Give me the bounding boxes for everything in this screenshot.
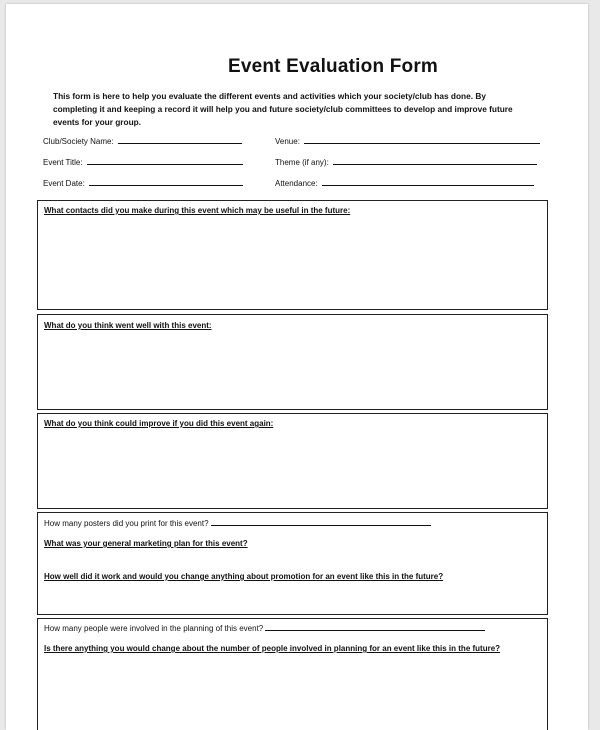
people-planning-line <box>265 629 485 631</box>
form-title: Event Evaluation Form <box>227 56 439 77</box>
venue-label: Venue: <box>275 137 300 146</box>
posters-line <box>211 524 431 526</box>
venue-field[interactable] <box>275 137 540 146</box>
people-planning-label: How many people were involved in the planning of this event? <box>44 624 264 633</box>
club-name-label: Club/Society Name: <box>43 137 114 146</box>
event-title-line <box>87 163 243 165</box>
club-name-field[interactable] <box>43 137 242 146</box>
planning-box[interactable] <box>37 618 548 730</box>
event-title-label: Event Title: <box>43 158 83 167</box>
improve-question: What do you think could improve if you did this event again: <box>44 419 274 428</box>
attendance-line <box>322 184 534 186</box>
improve-box[interactable] <box>37 413 548 509</box>
posters-question-label: How many posters did you print for this event? <box>44 519 209 528</box>
promotion-question: How well did it work and would you change anything about promotion for an event like this in the future? <box>44 572 444 581</box>
theme-line <box>333 163 537 165</box>
event-date-line <box>89 184 243 186</box>
attendance-field[interactable] <box>275 179 534 188</box>
club-name-line <box>118 142 242 144</box>
form-intro: This form is here to help you evaluate the different events and activities which your society/club has done. By completing it and keeping a record it will help you and future society/club committees to develop and improve future events for your group. <box>53 91 513 127</box>
marketing-box[interactable] <box>37 512 548 615</box>
marketing-plan-question: What was your general marketing plan for this event? <box>44 539 248 548</box>
went-well-question: What do you think went well with this event: <box>44 321 212 330</box>
attendance-label: Attendance: <box>275 179 318 188</box>
contacts-box[interactable] <box>37 200 548 310</box>
event-title-field[interactable] <box>43 158 243 167</box>
contacts-question: What contacts did you make during this event which may be useful in the future: <box>44 206 351 215</box>
event-date-label: Event Date: <box>43 179 85 188</box>
change-people-question: Is there anything you would change about the number of people involved in planning for an event like this in the future? <box>44 644 501 653</box>
went-well-box[interactable] <box>37 314 548 410</box>
people-planning-question[interactable] <box>44 624 485 633</box>
theme-label: Theme (if any): <box>275 158 329 167</box>
venue-line <box>304 142 540 144</box>
posters-question[interactable] <box>44 519 431 528</box>
document-page <box>6 4 588 730</box>
event-date-field[interactable] <box>43 179 243 188</box>
theme-field[interactable] <box>275 158 537 167</box>
